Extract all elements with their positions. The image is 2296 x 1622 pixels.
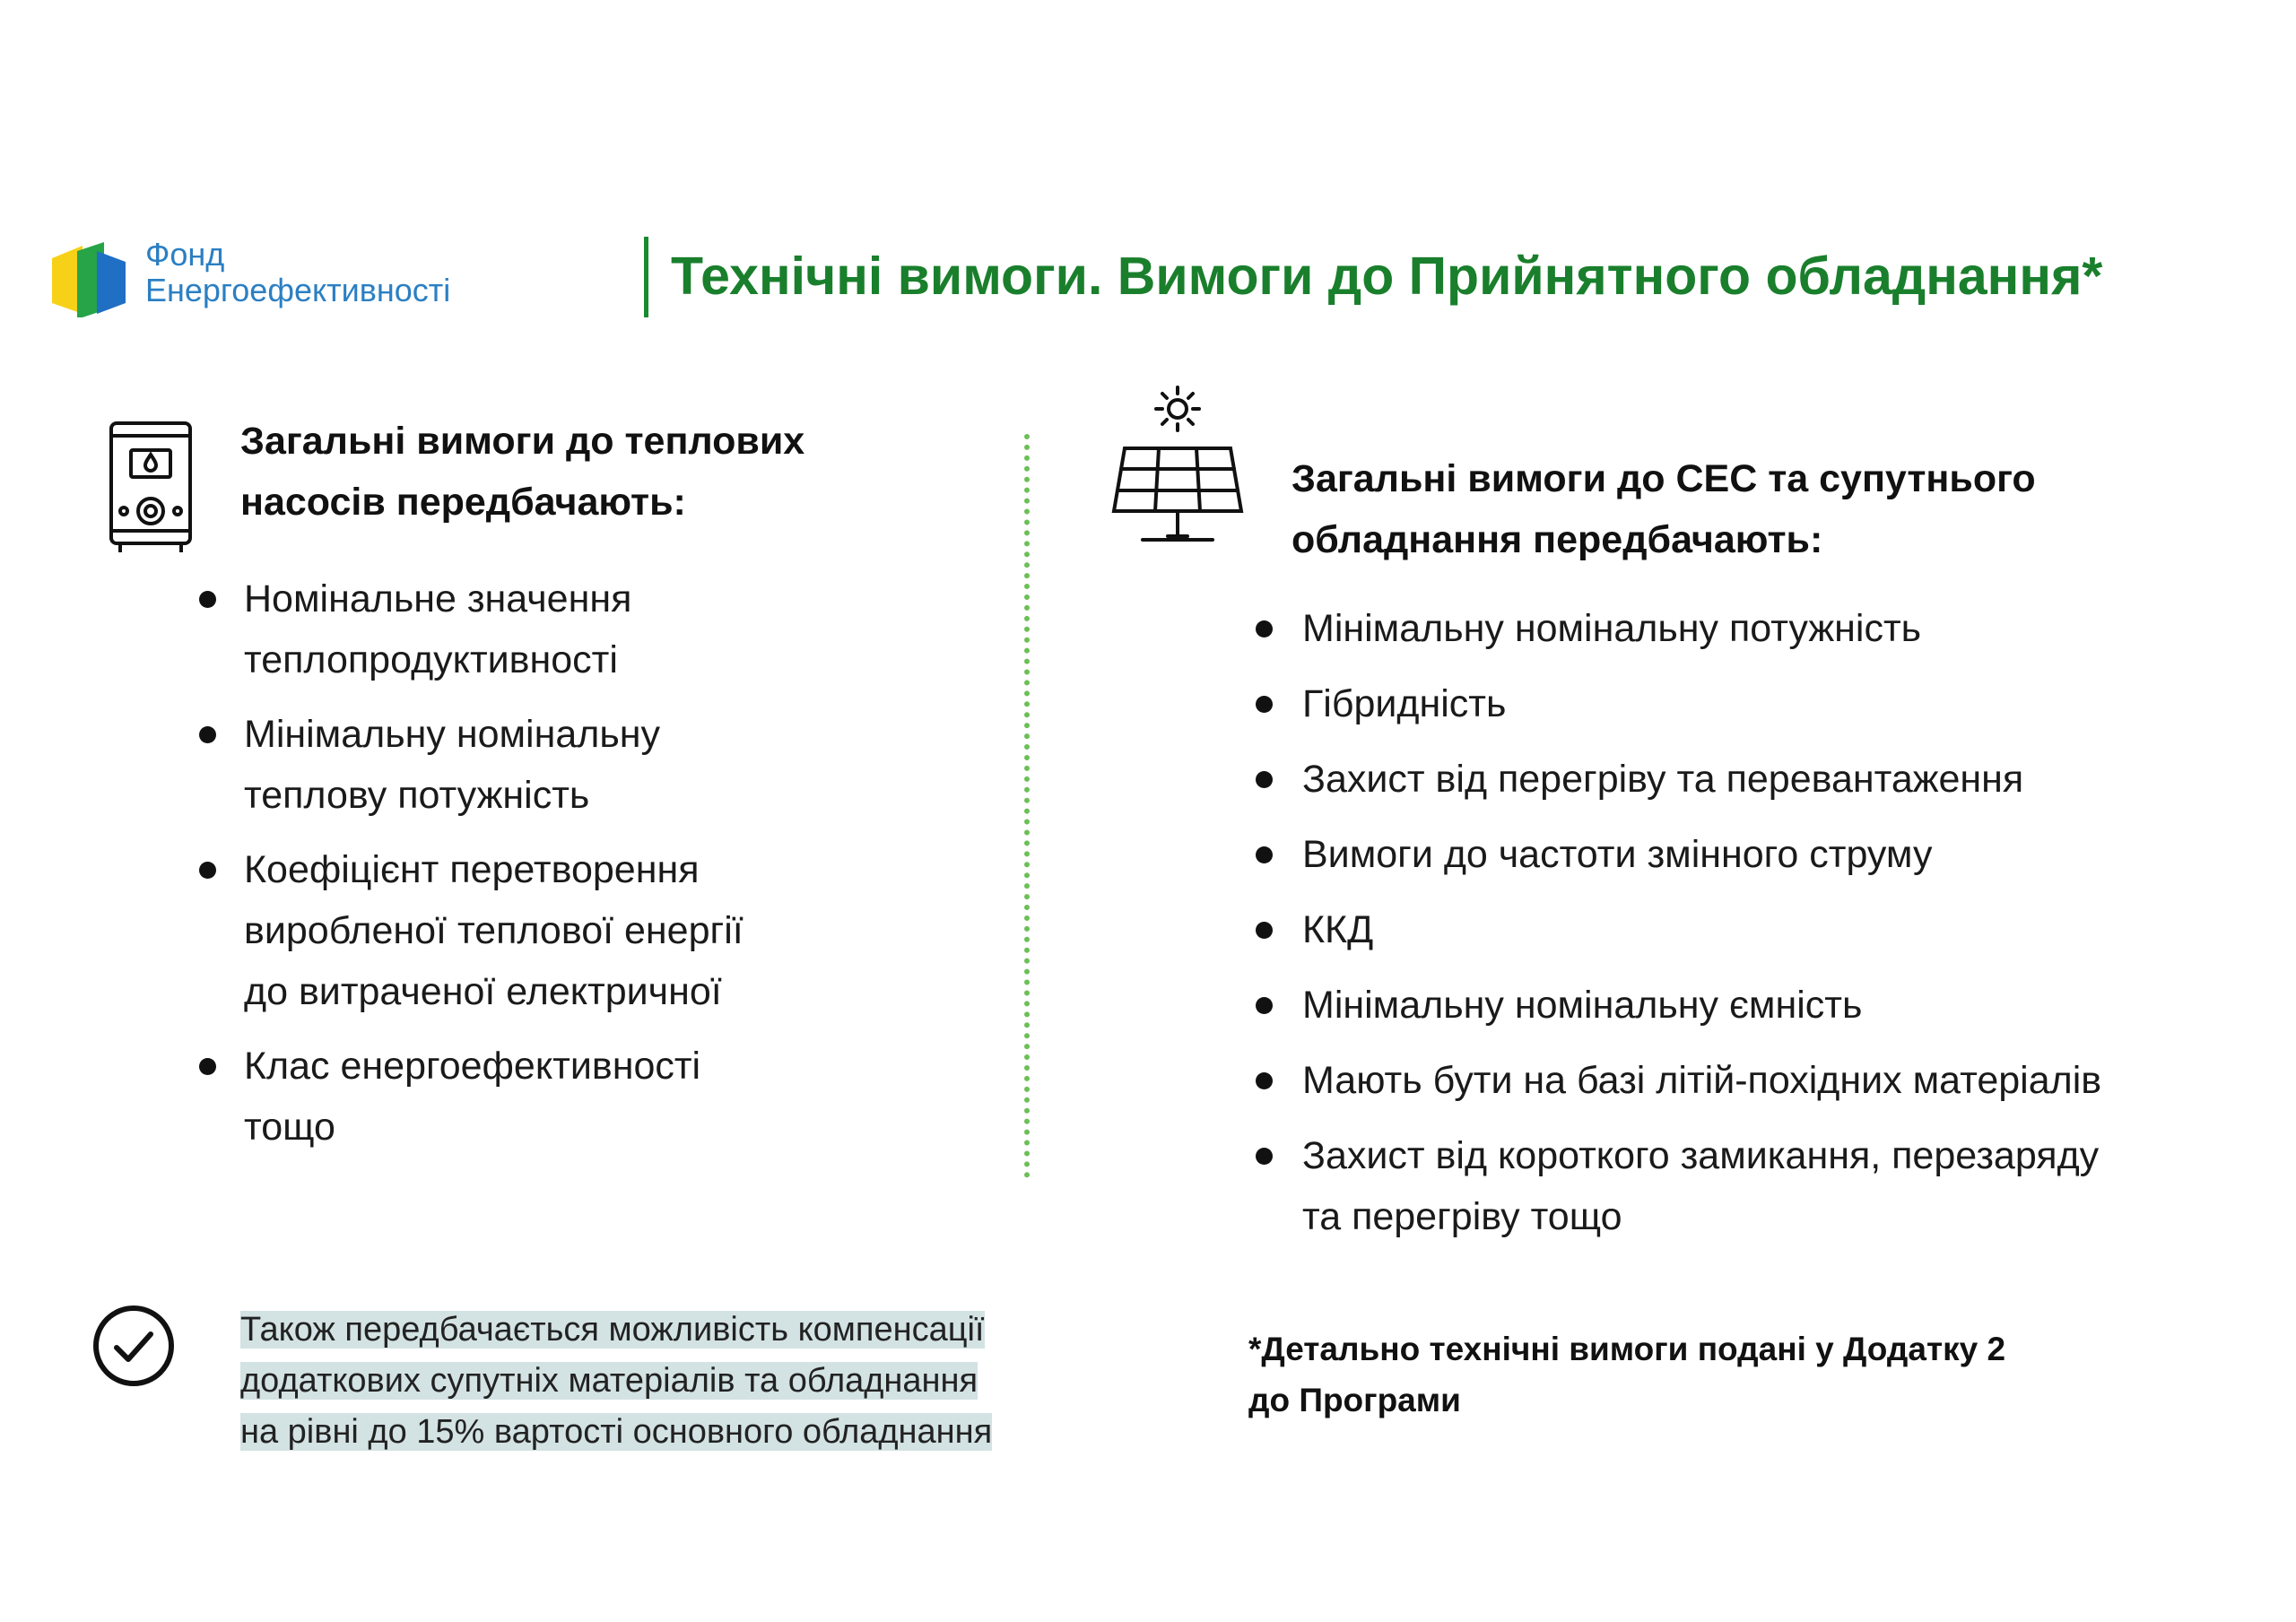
footnote: [1248, 1323, 2145, 1426]
list-item: [199, 1036, 863, 1158]
list-item-line: тощо: [244, 1106, 335, 1149]
list-item-line: Захист від короткого замикання, перезаряду: [1302, 1134, 2100, 1177]
list-item-line: виробленої теплової енергії: [244, 909, 744, 952]
list-item-line: Мають бути на базі літій-похідних матеріалів: [1302, 1059, 2102, 1102]
footnote-line-2: до Програми: [1248, 1382, 1461, 1418]
list-item: [199, 568, 863, 690]
list-item-line: Клас енергоефективності: [244, 1045, 701, 1088]
solar-list: [1256, 598, 2242, 1262]
heat-pumps-heading-line-1: Загальні вимоги до теплових: [240, 420, 805, 463]
solar-heading: [1292, 448, 2233, 570]
list-item-line: Коефіцієнт перетворення: [244, 848, 700, 891]
solar-heading-line-1: Загальні вимоги до СЕС та супутнього: [1292, 457, 2036, 500]
list-item: [199, 839, 863, 1022]
list-item-line: Гібридність: [1302, 682, 1507, 725]
check-circle-icon: [91, 1304, 176, 1388]
list-item-line: Мінімальну номінальну: [244, 713, 661, 756]
logo-line-2: Енергоефективності: [145, 272, 451, 308]
heat-pump-icon: [108, 420, 196, 556]
list-item-line: ККД: [1302, 908, 1374, 951]
list-item: [1256, 1050, 2242, 1111]
solar-heading-line-2: обладнання передбачають:: [1292, 518, 1823, 561]
page-title: Технічні вимоги. Вимоги до Прийнятного обладнання*: [671, 247, 2103, 306]
title-divider: [644, 237, 648, 317]
heat-pumps-list: [199, 568, 863, 1171]
compensation-note: [240, 1305, 1065, 1458]
list-item-line: теплову потужність: [244, 774, 590, 817]
heat-pumps-heading: [240, 411, 922, 533]
list-item-line: теплопродуктивності: [244, 638, 618, 681]
list-item: [1256, 975, 2242, 1036]
list-item-line: Вимоги до частоти змінного струму: [1302, 833, 1933, 876]
column-divider: [1024, 434, 1030, 1178]
logo-text: [145, 237, 450, 308]
list-item-line: Захист від перегріву та перевантаження: [1302, 758, 2024, 801]
logo-mark-icon: [52, 239, 126, 317]
heat-pumps-heading-line-2: насосів передбачають:: [240, 481, 686, 524]
list-item: [1256, 673, 2242, 734]
list-item-line: до витраченої електричної: [244, 970, 722, 1013]
footnote-line-1: *Детально технічні вимоги подані у Додатку 2: [1248, 1331, 2006, 1367]
list-item: [1256, 598, 2242, 659]
logo-line-1: Фонд: [145, 236, 225, 273]
list-item-line: та перегріву тощо: [1302, 1195, 1622, 1238]
list-item: [1256, 899, 2242, 960]
list-item-line: Мінімальну номінальну потужність: [1302, 607, 1922, 650]
list-item-line: Мінімальну номінальну ємність: [1302, 984, 1863, 1027]
note-line-2: додаткових супутніх матеріалів та обладнання: [240, 1362, 978, 1400]
fund-logo: [52, 231, 518, 321]
note-line-3: на рівні до 15% вартості основного обладнання: [240, 1413, 993, 1451]
list-item: [1256, 749, 2242, 810]
list-item: [199, 704, 863, 826]
list-item: [1256, 1125, 2242, 1247]
note-line-1: Також передбачається можливість компенсації: [240, 1311, 985, 1349]
list-item: [1256, 824, 2242, 885]
list-item-line: Номінальне значення: [244, 577, 632, 620]
solar-panel-icon: [1110, 386, 1245, 547]
